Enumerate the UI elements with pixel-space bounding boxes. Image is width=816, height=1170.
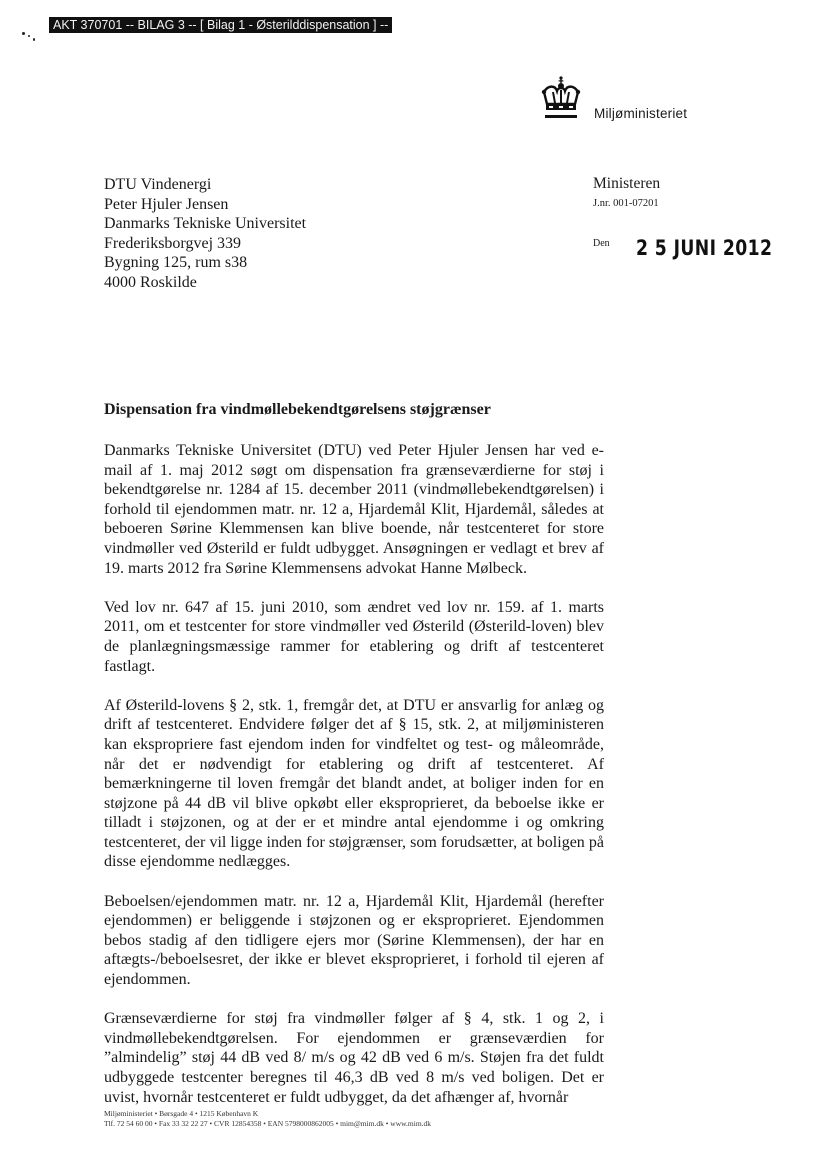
footer-address: Miljøministeriet • Børsgade 4 • 1215 København K <box>104 1109 259 1118</box>
recipient-line: DTU Vindenergi <box>104 176 212 193</box>
date-stamp: 2 5 JUNI 2012 <box>636 236 773 260</box>
date-label: Den <box>593 238 610 249</box>
recipient-line: 4000 Roskilde <box>104 273 197 291</box>
body-paragraph: Beboelsen/ejendommen matr. nr. 12 a, Hjardemål Klit, Hjardemål (herefter ejendommen) er beliggende i støjzonen og er eksproprieret. Ejendommen bebos stadig af den tidligere ejers mor (Sørine Klemmensen), der har en aftægts-/beboelsesret, der ikke er blevet eksproprieret, i forhold til ejeren af ejendommen. <box>104 892 604 989</box>
recipient-line: Peter Hjuler Jensen <box>104 195 229 213</box>
recipient-line: Danmarks Tekniske Universitet <box>104 215 307 232</box>
scan-speck <box>33 38 35 41</box>
body-paragraph: Af Østerild-lovens § 2, stk. 1, fremgår det, at DTU er ansvarlig for anlæg og drift af testcenteret. Endvidere følger det af § 15, stk. 2, at miljøministeren kan ekspropriere fast ejendom inden for vindfeltet og test- og måleområde, når det er nødvendigt for etablering og drift af testcenteret. Af bemærkningerne til loven fremgår det blandt andet, at boliger inden for en støjzone på 44 dB vil blive opkøbt eller eksproprieret, da beboelse ikke er tilladt i støjzonen, og at der er et mindre antal ejendomme i og omkring testcenteret, der vil ligge inden for støjgrænser, som forudsætter, at boligen på disse ejendomme nedlægges. <box>104 696 604 871</box>
body-paragraph: Grænseværdierne for støj fra vindmøller følger af § 4, stk. 1 og 2, i vindmøllebekendtgørelsen. For ejendommen er grænseværdien for ”almindelig” støj 44 dB ved 8/ m/s og 42 dB ved 6 m/s. Støjen fra det fuldt udbyggede testcenter beregnes til 46,3 dB ved 8 m/s ved boligen. Det er uvist, hvornår testcenteret er fuldt udbygget, da det afhænger af, hvornår <box>104 1010 604 1106</box>
footer-contact: Tlf. 72 54 60 00 • Fax 33 32 22 27 • CVR 12854358 • EAN 5798000862005 • mim@mim.dk • www.mim.dk <box>104 1119 432 1128</box>
journal-number: J.nr. 001-07201 <box>593 198 659 209</box>
recipient-address <box>104 175 306 292</box>
body-paragraph: Ved lov nr. 647 af 15. juni 2010, som ændret ved lov nr. 159. af 1. marts 2011, om et testcenter for store vindmøller ved Østerild (Østerild-loven) blev de planlægningsmæssige rammer for etablering og drift af testcenteret fastlagt. <box>104 598 604 675</box>
scan-speck <box>22 32 25 35</box>
body-paragraph: Danmarks Tekniske Universitet (DTU) ved Peter Hjuler Jensen har ved e-mail af 1. maj 2012 søgt om dispensation fra grænseværdierne for støj i bekendtgørelse nr. 1284 af 15. december 2011 (vindmøllebekendtgørelsen) i forhold til ejendommen matr. nr. 12 a, Hjardemål Klit, Hjardemål, således at beboeren Sørine Klemmensen kan blive boende, når testcenteret for store vindmøller ved Østerild er fuldt udbygget. Ansøgningen er vedlagt et brev af 19. marts 2012 fra Sørine Klemmensens advokat Hanne Mølbeck. <box>104 442 604 577</box>
sender-title: Ministeren <box>593 175 661 192</box>
ministry-name: Miljøministeriet <box>594 106 688 121</box>
letter-subject: Dispensation fra vindmøllebekendtgørelsens støjgrænser <box>104 401 491 418</box>
letterhead-footer <box>104 1109 431 1129</box>
document-stamp-banner: AKT 370701 -- BILAG 3 -- [ Bilag 1 - Østerilddispensation ] -- <box>49 17 392 33</box>
recipient-line: Frederiksborgvej 339 <box>104 234 242 252</box>
scan-speck <box>28 35 30 37</box>
letter-body <box>104 441 604 1127</box>
crown-logo-icon <box>535 74 587 124</box>
recipient-line: Bygning 125, rum s38 <box>104 254 248 271</box>
